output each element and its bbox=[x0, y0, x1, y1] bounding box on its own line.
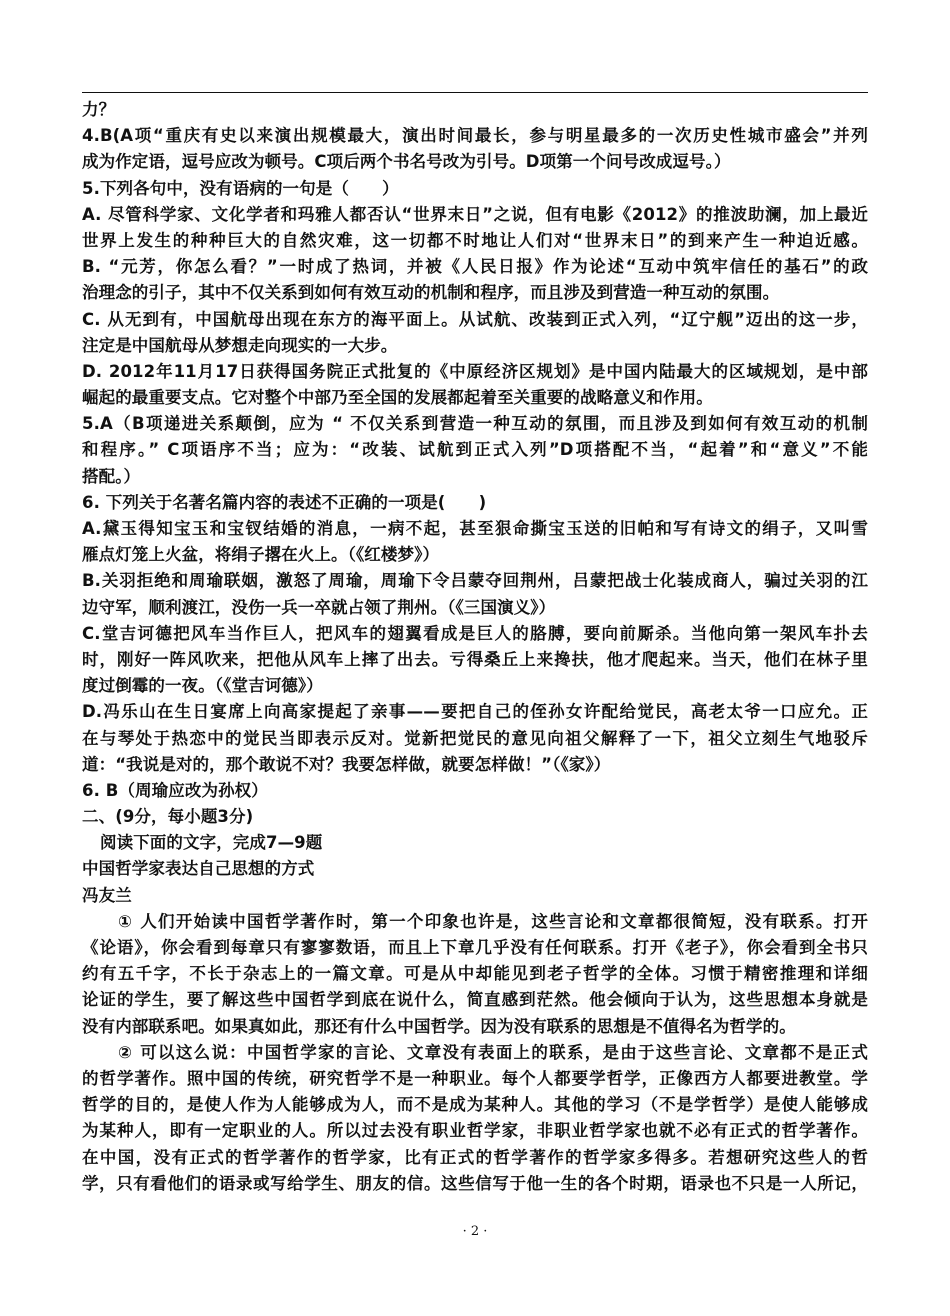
text-line: 6. B（周瑜应改为孙权） bbox=[82, 780, 268, 800]
text-line: 道：“我说是对的，那个敢说不对？我要怎样做，就要怎样做！”（《家》） bbox=[82, 754, 611, 774]
text-line: 在与琴处于热恋中的觉民当即表示反对。觉新把觉民的意见向祖父解释了一下，祖父立刻生气地驳斥 bbox=[82, 728, 868, 748]
text-line: D. 2012年11月17日获得国务院正式批复的《中原经济区规划》是中国内陆最大的区域规划，是中部 bbox=[82, 361, 868, 381]
text-line: A. 尽管科学家、文化学者和玛雅人都否认“世界末日”之说，但有电影《2012》的推波助澜，加上最近 bbox=[82, 204, 868, 224]
text-line: 崛起的最重要支点。它对整个中部乃至全国的发展都起着至关重要的战略意义和作用。 bbox=[82, 388, 713, 408]
page-number: · 2 · bbox=[462, 1224, 488, 1239]
text-line: 《论语》，你会看到每章只有寥寥数语，而且上下章几乎没有任何联系。打开《老子》，你会看到全书只 bbox=[82, 938, 868, 957]
text-line: 为某种人，即有一定职业的人。所以过去没有职业哲学家，非职业哲学家也就不必有正式的哲学著作。 bbox=[82, 1121, 868, 1141]
text-line: A.黛玉得知宝玉和宝钗结婚的消息，一病不起，甚至狠命撕宝玉送的旧帕和写有诗文的绢子，又叫雪 bbox=[82, 519, 868, 538]
text-line: 搭配。） bbox=[82, 466, 141, 486]
text-line: 6. 下列关于名著名篇内容的表述不正确的一项是( ) bbox=[82, 492, 487, 512]
text-line: 二、(9分，每小题3分) bbox=[82, 807, 254, 827]
text-line: 成为作定语，逗号应改为顿号。C项后两个书名号改为引号。D项第一个问号改成逗号。） bbox=[82, 152, 731, 172]
text-line: B.关羽拒绝和周瑜联姻，激怒了周瑜，周瑜下令吕蒙夺回荆州，吕蒙把战士化装成商人，骗过关羽的江 bbox=[82, 571, 868, 591]
text-line: 度过倒霉的一夜。（《堂吉诃德》） bbox=[82, 676, 323, 696]
text-line: ① 人们开始读中国哲学著作时，第一个印象也许是，这些言论和文章都很简短，没有联系。打开 bbox=[118, 911, 868, 931]
header-rule bbox=[82, 92, 868, 93]
text-line: 中国哲学家表达自己思想的方式 bbox=[82, 859, 315, 879]
text-line: 边守军，顺利渡江，没伤一兵一卒就占领了荆州。（《三国演义》） bbox=[82, 597, 556, 617]
text-line: 论证的学生，要了解这些中国哲学到底在说什么，简直感到茫然。他会倾向于认为，这些思想本身就是 bbox=[82, 990, 868, 1010]
text-line: 注定是中国航母从梦想走向现实的一大步。 bbox=[82, 335, 398, 355]
text-line: 力？ bbox=[82, 100, 116, 119]
text-line: 约有五千字，不长于杂志上的一篇文章。可是从中却能见到老子哲学的全体。习惯于精密推理和详细 bbox=[82, 964, 868, 984]
text-line: 和程序。” C项语序不当；应为：“改装、试航到正式入列”D项搭配不当，“起着”和“意义”不能 bbox=[82, 440, 868, 460]
text-line: C.堂吉诃德把风车当作巨人，把风车的翅翼看成是巨人的胳膊，要向前厮杀。当他向第一架风车扑去 bbox=[82, 623, 868, 643]
text-line: 学，只有看他们的语录或写给学生、朋友的信。这些信写于他一生的各个时期，语录也不只是一人所记， bbox=[82, 1173, 868, 1193]
text-line: 在中国，没有正式的哲学著作的哲学家，比有正式的哲学著作的哲学家多得多。若想研究这些人的哲 bbox=[82, 1147, 868, 1167]
text-line: 世界上发生的种种巨大的自然灾难，这一切都不时地让人们对“世界末日”的到来产生一种迫近感。 bbox=[82, 230, 868, 250]
text-line: D.冯乐山在生日宴席上向高家提起了亲事——要把自己的侄孙女许配给觉民，高老太爷一口应允。正 bbox=[82, 702, 868, 722]
text-line: 雁点灯笼上火盆，将绢子撂在火上。（《红楼梦》） bbox=[82, 545, 440, 565]
text-line: 没有内部联系吧。如果真如此，那还有什么中国哲学。因为没有联系的思想是不值得名为哲学的。 bbox=[82, 1016, 796, 1036]
text-line: 5.下列各句中，没有语病的一句是（ ） bbox=[82, 178, 399, 198]
text-line: 时，刚好一阵风吹来，把他从风车上摔了出去。亏得桑丘上来搀扶，他才爬起来。当天，他们在林子里 bbox=[82, 649, 868, 669]
document-body bbox=[82, 97, 868, 1197]
text-line: C. 从无到有，中国航母出现在东方的海平面上。从试航、改装到正式入列，“辽宁舰”迈出的这一步， bbox=[82, 309, 868, 329]
text-line: B. “元芳，你怎么看？”一时成了热词，并被《人民日报》作为论述“互动中筑牢信任的基石”的政 bbox=[82, 257, 868, 277]
text-line: 5.A（B项递进关系颠倒，应为 “ 不仅关系到营造一种互动的氛围，而且涉及到如何有效互动的机制 bbox=[82, 414, 868, 434]
text-line: ② 可以这么说：中国哲学家的言论、文章没有表面上的联系，是由于这些言论、文章都不是正式 bbox=[118, 1042, 868, 1062]
text-line: 哲学的目的，是使人作为人能够成为人，而不是成为某种人。其他的学习（不是学哲学）是使人能够成 bbox=[82, 1095, 868, 1115]
text-line: 4.B(A项“重庆有史以来演出规模最大，演出时间最长，参与明星最多的一次历史性城市盛会”并列 bbox=[82, 126, 868, 146]
text-line: 冯友兰 bbox=[82, 885, 132, 905]
text-line: 阅读下面的文字，完成7—9题 bbox=[100, 833, 323, 853]
text-line: 治理念的引子，其中不仅关系到如何有效互动的机制和程序，而且涉及到营造一种互动的氛围。 bbox=[82, 283, 780, 303]
text-line: 的哲学著作。照中国的传统，研究哲学不是一种职业。每个人都要学哲学，正像西方人都要进教堂。学 bbox=[82, 1068, 868, 1088]
